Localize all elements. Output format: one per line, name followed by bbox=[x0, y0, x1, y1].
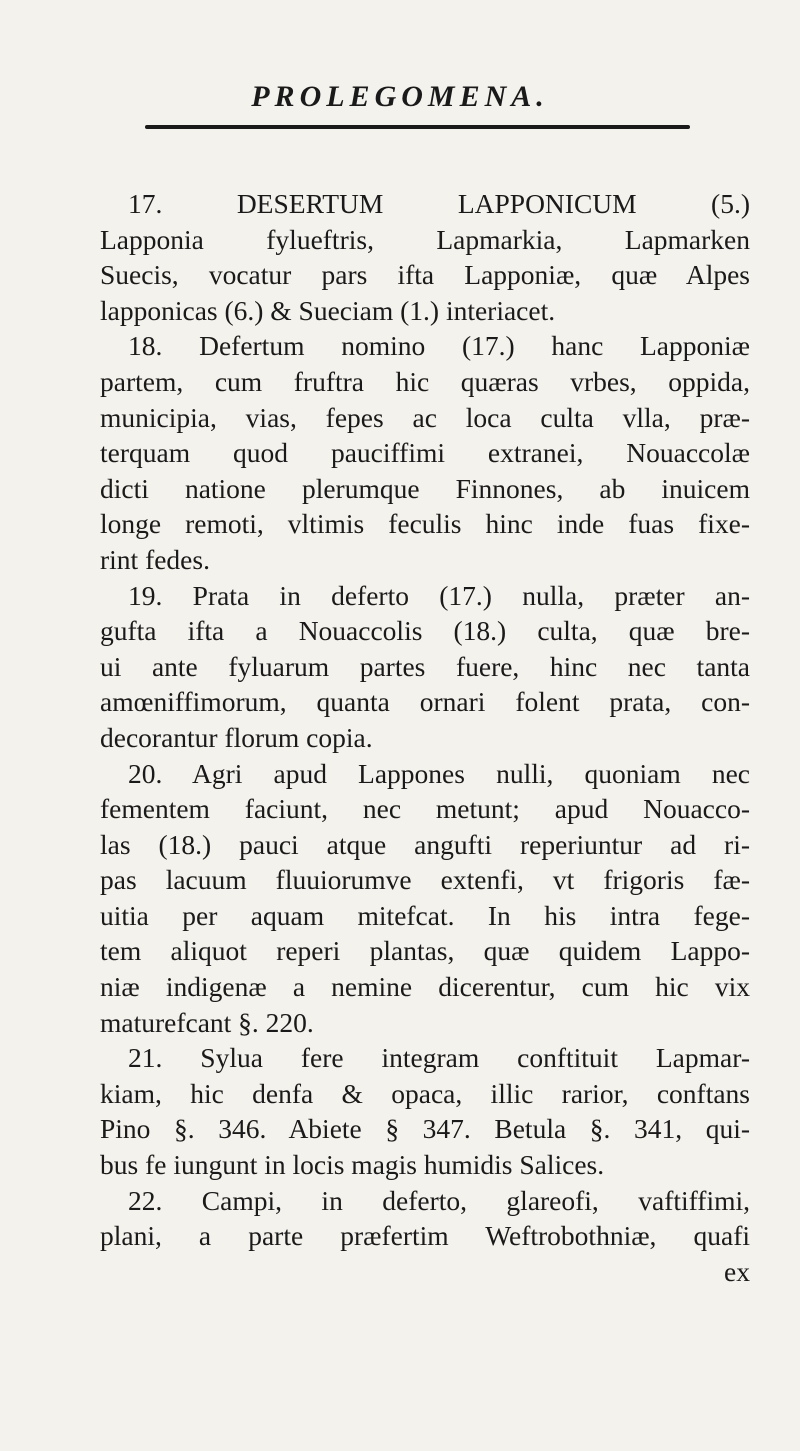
text-line: las (18.) pauci atque angufti reperiuntur ad ri- bbox=[100, 828, 750, 860]
text-line: pas lacuum fluuiorumve extenfi, vt frigoris fæ- bbox=[100, 864, 750, 896]
text-line: plani, a parte præfertim Weftrobothniæ, quafi bbox=[100, 1220, 750, 1252]
text-line: partem, cum fruftra hic quæras vrbes, oppida, bbox=[100, 365, 750, 397]
text-line: dicti natione plerumque Finnones, ab inuicem bbox=[100, 472, 750, 504]
text-line: tem aliquot reperi plantas, quæ quidem Lappo- bbox=[100, 935, 750, 967]
text-line: kiam, hic denfa & opaca, illic rarior, conftans bbox=[100, 1077, 750, 1109]
text-line: Lapponia fylueftris, Lapmarkia, Lapmarken bbox=[100, 223, 750, 255]
header-rule bbox=[145, 125, 690, 129]
text-line: ui ante fyluarum partes fuere, hinc nec tanta bbox=[100, 650, 750, 682]
text-line: 18. Defertum nomino (17.) hanc Lapponiæ bbox=[128, 330, 750, 362]
running-head: PROLEGOMENA. bbox=[251, 80, 549, 113]
text-line: Suecis, vocatur pars ifta Lapponiæ, quæ Alpes bbox=[100, 259, 750, 291]
text-line: 22. Campi, in deferto, glareofi, vaftiffimi, bbox=[128, 1184, 750, 1216]
text-line: 19. Prata in deferto (17.) nulla, præter an- bbox=[128, 579, 750, 611]
text-line: rint fedes. bbox=[100, 543, 210, 575]
text-line: 20. Agri apud Lappones nulli, quoniam nec bbox=[128, 757, 750, 789]
text-line: bus fe iungunt in locis magis humidis Salices. bbox=[100, 1149, 605, 1181]
text-line: lapponicas (6.) & Sueciam (1.) interiacet. bbox=[100, 294, 556, 326]
text-line: terquam quod pauciffimi extranei, Nouaccolæ bbox=[100, 437, 750, 469]
text-line: longe remoti, vltimis feculis hinc inde fuas fixe- bbox=[100, 508, 750, 540]
text-line: municipia, vias, fepes ac loca culta vlla, præ- bbox=[100, 401, 750, 433]
text-line: niæ indigenæ a nemine dicerentur, cum hic vix bbox=[100, 971, 750, 1003]
text-line: gufta ifta a Nouaccolis (18.) culta, quæ bre- bbox=[100, 615, 750, 647]
text-line: uitia per aquam mitefcat. In his intra fege- bbox=[100, 899, 750, 931]
text-line: Pino §. 346. Abiete § 347. Betula §. 341, qui- bbox=[100, 1113, 750, 1145]
text-line: 21. Sylua fere integram conftituit Lapmar- bbox=[128, 1042, 750, 1074]
body-text bbox=[100, 186, 750, 1289]
text-line: fementem faciunt, nec metunt; apud Nouacco- bbox=[100, 793, 750, 825]
text-line: amœniffimorum, quanta ornari folent prata, con- bbox=[100, 686, 750, 718]
text-line: 17. DESERTUM LAPPONICUM (5.) bbox=[128, 188, 750, 219]
text-line: ex bbox=[724, 1255, 750, 1287]
text-line: maturefcant §. 220. bbox=[100, 1006, 314, 1038]
text-line: decorantur florum copia. bbox=[100, 721, 373, 753]
